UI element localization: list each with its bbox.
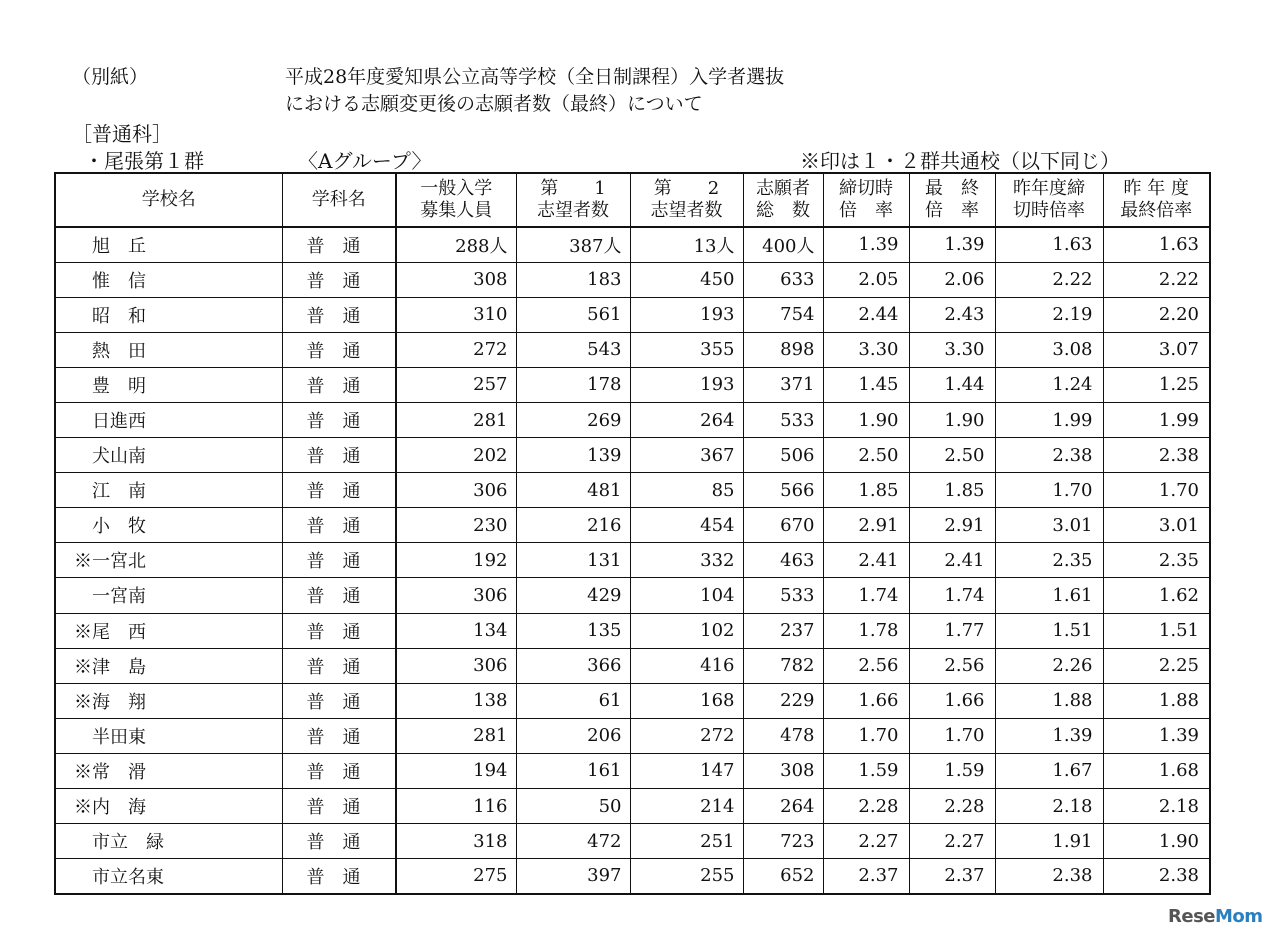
quota-cell: 310 <box>396 297 516 332</box>
department-cell: 普 通 <box>282 683 396 718</box>
deadline-rate-cell: 2.56 <box>823 648 909 683</box>
school-name-cell: ※常 滑 <box>55 753 282 788</box>
quota-cell: 257 <box>396 367 516 402</box>
quota-cell: 306 <box>396 473 516 508</box>
school-name-cell: ※津 島 <box>55 648 282 683</box>
final-rate-cell: 2.37 <box>909 859 995 894</box>
school-name-cell: ※内 海 <box>55 789 282 824</box>
quota-cell: 192 <box>396 543 516 578</box>
school-name-cell: 江 南 <box>55 473 282 508</box>
logo-text-part1: Rese <box>1168 906 1215 927</box>
prev-deadline-rate-cell: 3.08 <box>995 332 1103 367</box>
total-applicants-cell: 533 <box>743 402 823 437</box>
table-row <box>55 227 1210 262</box>
department-cell: 普 通 <box>282 262 396 297</box>
first-choice-cell: 216 <box>516 508 630 543</box>
second-choice-cell: 102 <box>630 613 743 648</box>
column-header-line1: 一般入学 <box>420 178 493 199</box>
first-choice-cell: 387人 <box>516 227 630 262</box>
total-applicants-cell: 670 <box>743 508 823 543</box>
final-rate-cell: 1.85 <box>909 473 995 508</box>
prev-deadline-rate-cell: 1.91 <box>995 824 1103 859</box>
column-header-line2: 切時倍率 <box>1013 200 1085 221</box>
prev-deadline-rate-cell: 1.39 <box>995 718 1103 753</box>
column-header-line1: 学科名 <box>311 189 366 210</box>
prev-final-rate-cell: 3.07 <box>1103 332 1210 367</box>
first-choice-cell: 429 <box>516 578 630 613</box>
section-heading: ［普通科］ <box>72 122 172 146</box>
quota-cell: 308 <box>396 262 516 297</box>
final-rate-cell: 1.44 <box>909 367 995 402</box>
table-row <box>55 332 1210 367</box>
quota-cell: 281 <box>396 402 516 437</box>
table-row <box>55 789 1210 824</box>
total-applicants-cell: 723 <box>743 824 823 859</box>
attachment-label: （別紙） <box>72 66 149 88</box>
column-header-line1: 最 終 <box>925 178 979 199</box>
second-choice-cell: 355 <box>630 332 743 367</box>
logo-text-part2: Mom <box>1215 906 1263 927</box>
second-choice-cell: 332 <box>630 543 743 578</box>
final-rate-cell: 2.43 <box>909 297 995 332</box>
deadline-rate-cell: 1.74 <box>823 578 909 613</box>
final-rate-cell: 2.28 <box>909 789 995 824</box>
column-header-line2: 志望者数 <box>537 200 609 221</box>
prev-deadline-rate-cell: 1.88 <box>995 683 1103 718</box>
department-cell: 普 通 <box>282 438 396 473</box>
quota-cell: 116 <box>396 789 516 824</box>
prev-final-rate-cell: 1.63 <box>1103 227 1210 262</box>
department-cell: 普 通 <box>282 789 396 824</box>
column-header-line1: 昨 年 度 <box>1123 178 1189 199</box>
prev-deadline-rate-cell: 1.51 <box>995 613 1103 648</box>
column-header-line2: 倍 率 <box>839 200 893 221</box>
school-name-cell: 市立 緑 <box>55 824 282 859</box>
column-header <box>743 173 823 227</box>
column-header-line1: 第 1 <box>540 178 606 199</box>
quota-cell: 194 <box>396 753 516 788</box>
prev-deadline-rate-cell: 3.01 <box>995 508 1103 543</box>
second-choice-cell: 416 <box>630 648 743 683</box>
prev-deadline-rate-cell: 2.18 <box>995 789 1103 824</box>
prev-final-rate-cell: 1.88 <box>1103 683 1210 718</box>
quota-cell: 230 <box>396 508 516 543</box>
school-name-cell: 犬山南 <box>55 438 282 473</box>
school-name-cell: 半田東 <box>55 718 282 753</box>
quota-cell: 281 <box>396 718 516 753</box>
prev-final-rate-cell: 1.51 <box>1103 613 1210 648</box>
school-name-cell: ※尾 西 <box>55 613 282 648</box>
column-header-line1: 締切時 <box>839 178 893 199</box>
quota-cell: 306 <box>396 578 516 613</box>
department-cell: 普 通 <box>282 367 396 402</box>
column-header-line2: 総 数 <box>756 200 810 221</box>
deadline-rate-cell: 2.28 <box>823 789 909 824</box>
prev-deadline-rate-cell: 2.35 <box>995 543 1103 578</box>
first-choice-cell: 50 <box>516 789 630 824</box>
table-body <box>55 227 1210 894</box>
quota-cell: 272 <box>396 332 516 367</box>
table-row <box>55 613 1210 648</box>
deadline-rate-cell: 1.59 <box>823 753 909 788</box>
first-choice-cell: 269 <box>516 402 630 437</box>
total-applicants-cell: 371 <box>743 367 823 402</box>
quota-cell: 318 <box>396 824 516 859</box>
total-applicants-cell: 400人 <box>743 227 823 262</box>
table-row <box>55 508 1210 543</box>
table-row <box>55 578 1210 613</box>
prev-deadline-rate-cell: 1.63 <box>995 227 1103 262</box>
table-row <box>55 297 1210 332</box>
final-rate-cell: 2.27 <box>909 824 995 859</box>
column-header-line1: 学校名 <box>141 189 196 210</box>
final-rate-cell: 1.90 <box>909 402 995 437</box>
deadline-rate-cell: 1.45 <box>823 367 909 402</box>
table-row <box>55 367 1210 402</box>
resemom-logo <box>1168 906 1263 927</box>
column-header-line1: 志願者 <box>756 178 810 199</box>
table-row <box>55 753 1210 788</box>
column-header <box>282 173 396 227</box>
prev-deadline-rate-cell: 1.61 <box>995 578 1103 613</box>
first-choice-cell: 472 <box>516 824 630 859</box>
total-applicants-cell: 898 <box>743 332 823 367</box>
deadline-rate-cell: 2.50 <box>823 438 909 473</box>
second-choice-cell: 272 <box>630 718 743 753</box>
second-choice-cell: 13人 <box>630 227 743 262</box>
prev-deadline-rate-cell: 1.24 <box>995 367 1103 402</box>
column-header <box>396 173 516 227</box>
column-header-line1: 昨年度締 <box>1013 178 1085 199</box>
final-rate-cell: 2.56 <box>909 648 995 683</box>
school-name-cell: 日進西 <box>55 402 282 437</box>
deadline-rate-cell: 2.37 <box>823 859 909 894</box>
second-choice-cell: 104 <box>630 578 743 613</box>
column-header-line2: 志望者数 <box>650 200 723 221</box>
table-row <box>55 859 1210 894</box>
prev-deadline-rate-cell: 2.38 <box>995 859 1103 894</box>
department-cell: 普 通 <box>282 227 396 262</box>
quota-cell: 134 <box>396 613 516 648</box>
prev-deadline-rate-cell: 2.38 <box>995 438 1103 473</box>
department-cell: 普 通 <box>282 332 396 367</box>
second-choice-cell: 454 <box>630 508 743 543</box>
total-applicants-cell: 264 <box>743 789 823 824</box>
document-title-line-2: における志願変更後の志願者数（最終）について <box>285 93 703 115</box>
second-choice-cell: 147 <box>630 753 743 788</box>
school-name-cell: 豊 明 <box>55 367 282 402</box>
prev-final-rate-cell: 1.99 <box>1103 402 1210 437</box>
deadline-rate-cell: 2.05 <box>823 262 909 297</box>
prev-deadline-rate-cell: 2.26 <box>995 648 1103 683</box>
first-choice-cell: 481 <box>516 473 630 508</box>
column-header <box>1103 173 1210 227</box>
prev-final-rate-cell: 1.68 <box>1103 753 1210 788</box>
prev-final-rate-cell: 2.38 <box>1103 859 1210 894</box>
department-cell: 普 通 <box>282 297 396 332</box>
department-cell: 普 通 <box>282 824 396 859</box>
prev-deadline-rate-cell: 1.67 <box>995 753 1103 788</box>
column-header-line1: 第 2 <box>653 178 720 199</box>
total-applicants-cell: 652 <box>743 859 823 894</box>
quota-cell: 138 <box>396 683 516 718</box>
table-row <box>55 402 1210 437</box>
first-choice-cell: 61 <box>516 683 630 718</box>
table-row <box>55 648 1210 683</box>
first-choice-cell: 183 <box>516 262 630 297</box>
deadline-rate-cell: 1.85 <box>823 473 909 508</box>
column-header-line2: 募集人員 <box>420 200 493 221</box>
table-row <box>55 683 1210 718</box>
final-rate-cell: 1.77 <box>909 613 995 648</box>
table-header-row <box>55 173 1210 227</box>
column-header-line2: 倍 率 <box>925 200 979 221</box>
first-choice-cell: 139 <box>516 438 630 473</box>
prev-final-rate-cell: 2.35 <box>1103 543 1210 578</box>
deadline-rate-cell: 1.39 <box>823 227 909 262</box>
column-header <box>55 173 282 227</box>
total-applicants-cell: 754 <box>743 297 823 332</box>
applicants-table <box>54 172 1211 895</box>
department-cell: 普 通 <box>282 753 396 788</box>
department-cell: 普 通 <box>282 613 396 648</box>
first-choice-cell: 206 <box>516 718 630 753</box>
final-rate-cell: 2.91 <box>909 508 995 543</box>
department-cell: 普 通 <box>282 508 396 543</box>
department-cell: 普 通 <box>282 402 396 437</box>
deadline-rate-cell: 2.41 <box>823 543 909 578</box>
final-rate-cell: 1.59 <box>909 753 995 788</box>
total-applicants-cell: 308 <box>743 753 823 788</box>
final-rate-cell: 2.50 <box>909 438 995 473</box>
total-applicants-cell: 566 <box>743 473 823 508</box>
prev-deadline-rate-cell: 2.19 <box>995 297 1103 332</box>
first-choice-cell: 366 <box>516 648 630 683</box>
column-header <box>823 173 909 227</box>
table-row <box>55 718 1210 753</box>
first-choice-cell: 561 <box>516 297 630 332</box>
second-choice-cell: 214 <box>630 789 743 824</box>
total-applicants-cell: 633 <box>743 262 823 297</box>
department-cell: 普 通 <box>282 718 396 753</box>
table-row <box>55 438 1210 473</box>
school-name-cell: 惟 信 <box>55 262 282 297</box>
prev-final-rate-cell: 2.20 <box>1103 297 1210 332</box>
school-name-cell: 一宮南 <box>55 578 282 613</box>
deadline-rate-cell: 3.30 <box>823 332 909 367</box>
group-heading: ・尾張第１群 <box>84 149 204 173</box>
quota-cell: 202 <box>396 438 516 473</box>
total-applicants-cell: 229 <box>743 683 823 718</box>
column-header <box>516 173 630 227</box>
table-row <box>55 543 1210 578</box>
subgroup-heading: 〈Aグループ〉 <box>298 149 432 173</box>
prev-final-rate-cell: 1.70 <box>1103 473 1210 508</box>
table-row <box>55 262 1210 297</box>
department-cell: 普 通 <box>282 648 396 683</box>
first-choice-cell: 178 <box>516 367 630 402</box>
department-cell: 普 通 <box>282 578 396 613</box>
second-choice-cell: 85 <box>630 473 743 508</box>
school-name-cell: 熱 田 <box>55 332 282 367</box>
prev-final-rate-cell: 2.38 <box>1103 438 1210 473</box>
school-name-cell: 小 牧 <box>55 508 282 543</box>
total-applicants-cell: 237 <box>743 613 823 648</box>
second-choice-cell: 168 <box>630 683 743 718</box>
prev-final-rate-cell: 2.25 <box>1103 648 1210 683</box>
quota-cell: 275 <box>396 859 516 894</box>
document-title-line-1: 平成28年度愛知県公立高等学校（全日制課程）入学者選抜 <box>285 66 785 88</box>
first-choice-cell: 397 <box>516 859 630 894</box>
deadline-rate-cell: 1.90 <box>823 402 909 437</box>
column-header-line2: 最終倍率 <box>1120 200 1193 221</box>
department-cell: 普 通 <box>282 473 396 508</box>
prev-final-rate-cell: 1.62 <box>1103 578 1210 613</box>
quota-cell: 306 <box>396 648 516 683</box>
table-row <box>55 824 1210 859</box>
column-header <box>995 173 1103 227</box>
prev-final-rate-cell: 3.01 <box>1103 508 1210 543</box>
second-choice-cell: 193 <box>630 367 743 402</box>
school-name-cell: ※海 翔 <box>55 683 282 718</box>
prev-deadline-rate-cell: 1.99 <box>995 402 1103 437</box>
second-choice-cell: 264 <box>630 402 743 437</box>
final-rate-cell: 3.30 <box>909 332 995 367</box>
total-applicants-cell: 478 <box>743 718 823 753</box>
prev-final-rate-cell: 1.90 <box>1103 824 1210 859</box>
column-header <box>909 173 995 227</box>
prev-final-rate-cell: 2.18 <box>1103 789 1210 824</box>
school-name-cell: 市立名東 <box>55 859 282 894</box>
deadline-rate-cell: 1.66 <box>823 683 909 718</box>
deadline-rate-cell: 1.78 <box>823 613 909 648</box>
total-applicants-cell: 533 <box>743 578 823 613</box>
deadline-rate-cell: 2.27 <box>823 824 909 859</box>
prev-final-rate-cell: 1.25 <box>1103 367 1210 402</box>
final-rate-cell: 2.06 <box>909 262 995 297</box>
prev-final-rate-cell: 2.22 <box>1103 262 1210 297</box>
department-cell: 普 通 <box>282 543 396 578</box>
first-choice-cell: 135 <box>516 613 630 648</box>
prev-final-rate-cell: 1.39 <box>1103 718 1210 753</box>
second-choice-cell: 251 <box>630 824 743 859</box>
first-choice-cell: 161 <box>516 753 630 788</box>
second-choice-cell: 367 <box>630 438 743 473</box>
first-choice-cell: 131 <box>516 543 630 578</box>
table-row <box>55 473 1210 508</box>
department-cell: 普 通 <box>282 859 396 894</box>
school-name-cell: 昭 和 <box>55 297 282 332</box>
total-applicants-cell: 506 <box>743 438 823 473</box>
prev-deadline-rate-cell: 2.22 <box>995 262 1103 297</box>
school-name-cell: ※一宮北 <box>55 543 282 578</box>
final-rate-cell: 1.74 <box>909 578 995 613</box>
final-rate-cell: 1.39 <box>909 227 995 262</box>
quota-cell: 288人 <box>396 227 516 262</box>
total-applicants-cell: 463 <box>743 543 823 578</box>
common-school-note: ※印は１・２群共通校（以下同じ） <box>800 149 1120 173</box>
total-applicants-cell: 782 <box>743 648 823 683</box>
final-rate-cell: 1.70 <box>909 718 995 753</box>
deadline-rate-cell: 1.70 <box>823 718 909 753</box>
first-choice-cell: 543 <box>516 332 630 367</box>
column-header <box>630 173 743 227</box>
deadline-rate-cell: 2.44 <box>823 297 909 332</box>
second-choice-cell: 193 <box>630 297 743 332</box>
prev-deadline-rate-cell: 1.70 <box>995 473 1103 508</box>
final-rate-cell: 2.41 <box>909 543 995 578</box>
second-choice-cell: 450 <box>630 262 743 297</box>
deadline-rate-cell: 2.91 <box>823 508 909 543</box>
second-choice-cell: 255 <box>630 859 743 894</box>
school-name-cell: 旭 丘 <box>55 227 282 262</box>
final-rate-cell: 1.66 <box>909 683 995 718</box>
